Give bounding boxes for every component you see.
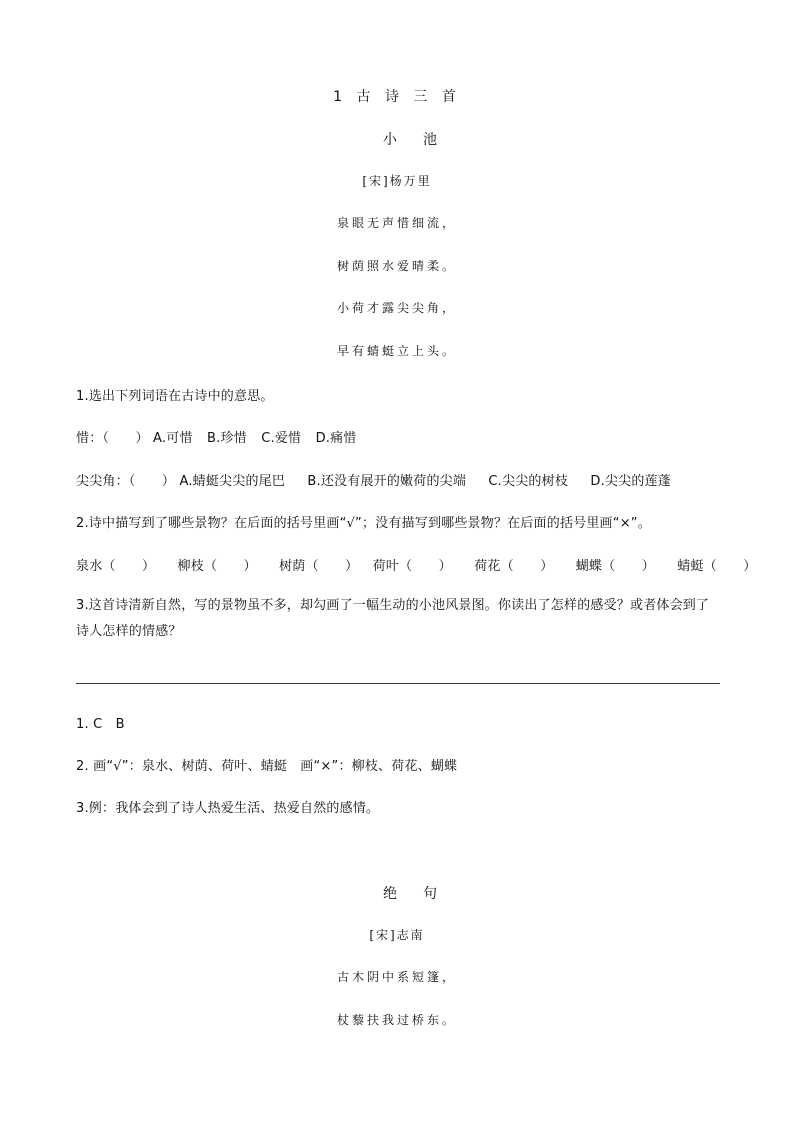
poem2-line-1: 古木阴中系短篷， (336, 970, 457, 984)
question-2-prompt: 2.诗中描写到了哪些景物？在后面的括号里画“√”；没有描写到哪些景物？在后面的括号里画“×”。 (76, 516, 651, 531)
q2-item-quanshui: 泉水（ ） (76, 559, 156, 574)
answer-3: 3.例：我体会到了诗人热爱生活、热爱自然的感情。 (76, 801, 380, 816)
question-3-prompt: 3.这首诗清新自然，写的景物虽不多，却勾画了一幅生动的小池风景图。你读出了怎样的感受？或者体会到了诗人怎样的情感？ (76, 598, 710, 639)
q2-item-hehua: 荷花（ ） (474, 559, 554, 574)
q2-item-hudie: 蝴蝶（ ） (575, 559, 655, 574)
question-2-items (76, 555, 756, 574)
poem2-line-2: 杖藜扶我过桥东。 (336, 1013, 457, 1027)
answer-divider (76, 683, 720, 684)
poem1-line-4: 早有蜻蜓立上头。 (336, 344, 457, 358)
poem1-author: [宋]杨万里 (362, 174, 432, 188)
q1-item1-option-c: C.爱惜 (261, 431, 302, 446)
poem2-author: [宋]志南 (369, 928, 425, 942)
q2-item-heye: 荷叶（ ） (372, 559, 452, 574)
q1-item1-label: 惜：（ ） (76, 431, 149, 446)
question-1-item-2 (76, 470, 671, 489)
poem1-line-3: 小荷才露尖尖角， (336, 301, 457, 315)
poem1-line-2: 树荫照水爱晴柔。 (336, 259, 457, 273)
q1-item2-option-d: D.尖尖的莲蓬 (590, 474, 671, 489)
q2-item-qingting: 蜻蜓（ ） (677, 559, 757, 574)
q1-item2-option-a: A.蜻蜓尖尖的尾巴 (179, 474, 286, 489)
q1-item1-option-a: A.可惜 (153, 431, 193, 446)
q2-item-shuyin: 树荫（ ） (279, 559, 359, 574)
answer-2: 2. 画“√”：泉水、树荫、荷叶、蜻蜓 画“×”：柳枝、荷花、蝴蝶 (76, 759, 458, 774)
question-1-item-1 (76, 427, 357, 446)
lesson-title: 1 古 诗 三 首 (333, 89, 461, 105)
answer-1: 1. C B (76, 717, 125, 732)
q1-item2-option-c: C.尖尖的树枝 (488, 474, 569, 489)
q2-item-liuzhi: 柳枝（ ） (177, 559, 257, 574)
poem2-title: 绝句 (383, 886, 463, 902)
q1-item1-option-b: B.珍惜 (207, 431, 247, 446)
poem1-title: 小池 (383, 132, 463, 148)
q1-item1-option-d: D.痛惜 (315, 431, 357, 446)
q1-item2-label: 尖尖角：（ ） (76, 474, 176, 489)
q1-item2-option-b: B.还没有展开的嫩荷的尖端 (307, 474, 467, 489)
poem1-line-1: 泉眼无声惜细流， (336, 216, 457, 230)
question-1-prompt: 1.选出下列词语在古诗中的意思。 (76, 389, 274, 404)
